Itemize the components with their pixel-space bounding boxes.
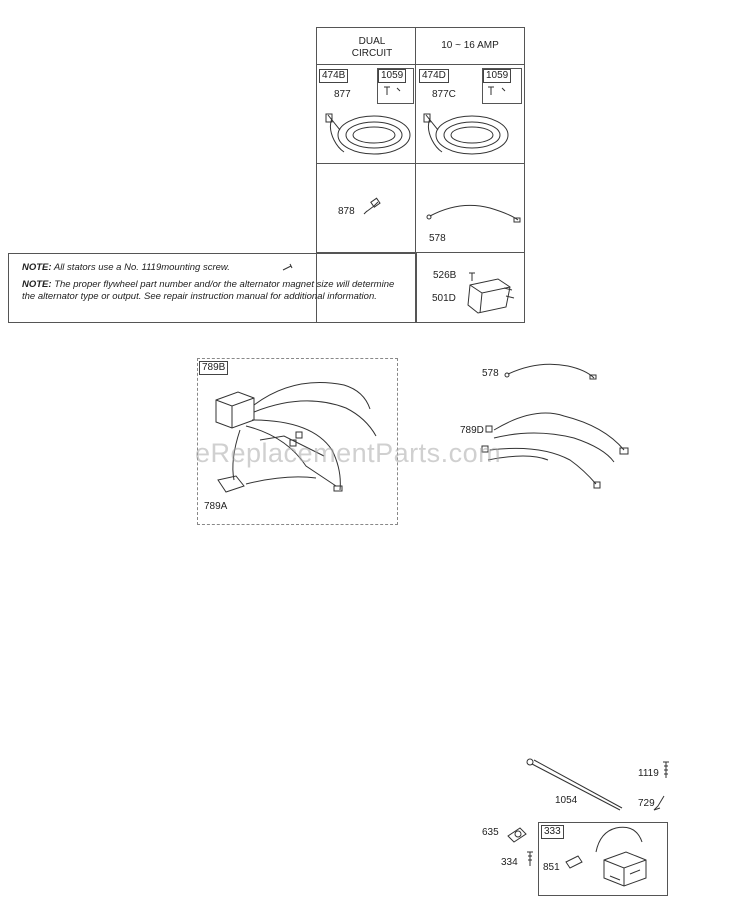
stator-tag-474b: 474B — [319, 69, 348, 83]
amp-header: 10 ~ 16 AMP — [441, 40, 499, 51]
screw-tag-1059: 1059 — [378, 69, 406, 83]
watermark: eReplacementParts.com — [195, 438, 502, 468]
part-label-877c: 877C — [432, 89, 456, 100]
screw-tag-1059: 1059 — [483, 69, 511, 83]
part-label-635: 635 — [482, 827, 499, 838]
harness-tag-789b: 789B — [199, 361, 228, 375]
stator-tag-474d: 474D — [419, 69, 449, 83]
note-prefix: NOTE: — [22, 262, 52, 273]
part-label-334: 334 — [501, 857, 518, 868]
dual-circuit-header: DUAL CIRCUIT — [351, 36, 393, 59]
note-text: The proper flywheel part number and/or the alternator magnet size will determine the alternator type or output. See repair instruction manual for additional information. — [22, 279, 395, 302]
part-label-789d: 789D — [460, 425, 484, 436]
part-label-877: 877 — [334, 89, 351, 100]
part-label-851: 851 — [543, 862, 560, 873]
part-label-578: 578 — [429, 233, 446, 244]
part-label-1119: 1119 — [638, 768, 659, 779]
part-label-1054: 1054 — [555, 795, 578, 806]
part-label-526b: 526B — [433, 270, 457, 281]
part-label-578: 578 — [482, 368, 499, 379]
note-text: All stators use a No. 1119mounting screw. — [53, 262, 230, 273]
note-prefix: NOTE: — [22, 279, 52, 290]
part-label-789a: 789A — [204, 501, 228, 512]
part-label-878: 878 — [338, 206, 355, 217]
part-label-729: 729 — [638, 798, 655, 809]
ignition-tag-333: 333 — [541, 825, 564, 839]
part-label-501d: 501D — [432, 293, 456, 304]
